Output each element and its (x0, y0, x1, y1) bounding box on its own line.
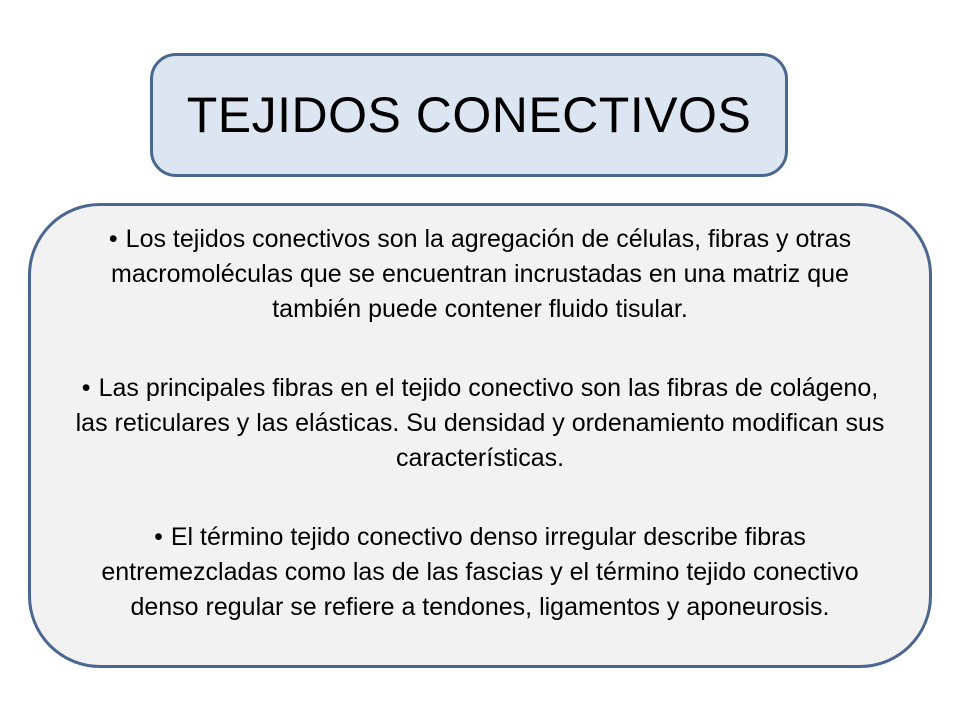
title-box (150, 53, 788, 177)
paragraph-1 (67, 222, 893, 327)
paragraph-3-text: El término tejido conectivo denso irregular describe fibras entremezcladas como las de las fascias y el término tejido conectivo denso regular se refiere a tendones, ligamentos y aponeurosis. (101, 523, 859, 621)
bullet-icon: • (108, 225, 118, 253)
paragraph-3 (67, 520, 893, 625)
paragraph-1-text: Los tejidos conectivos son la agregación de células, fibras y otras macromoléculas que se encuentran incrustadas en una matriz que también puede contener fluido tisular. (111, 225, 852, 323)
paragraph-2-text: Las principales fibras en el tejido conectivo son las fibras de colágeno, las reticulares y las elásticas. Su densidad y ordenamiento modifican sus características. (75, 374, 885, 472)
slide-title: TEJIDOS CONECTIVOS (186, 87, 752, 143)
bullet-icon: • (81, 374, 91, 402)
bullet-icon: • (154, 523, 163, 551)
paragraph-2 (67, 371, 893, 476)
content-box (28, 203, 932, 668)
